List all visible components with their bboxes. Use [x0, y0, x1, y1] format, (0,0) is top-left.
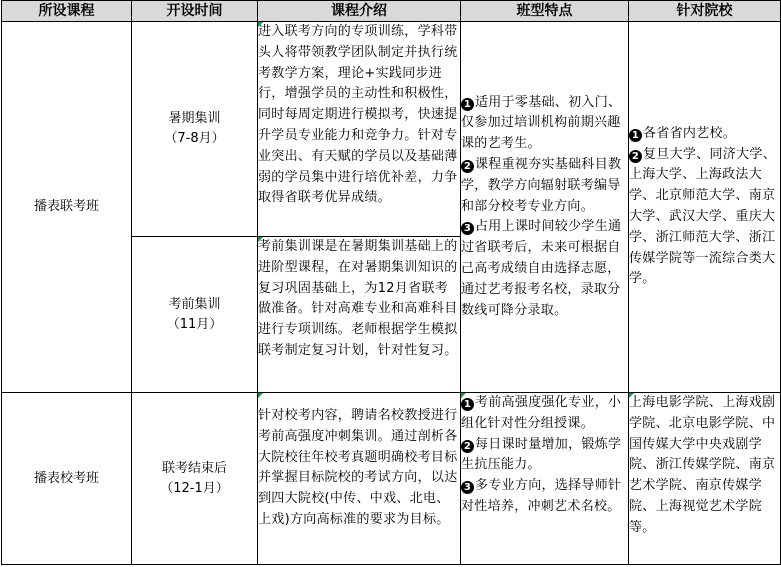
session-period: （12-1月）: [160, 480, 229, 496]
number-badge-icon: 2: [629, 150, 642, 163]
course-intro: 针对校考内容，聘请名校教授进行考前高强度冲刺集训。通过剖析各大院校往年校考真题明确校考目标并掌握目标院校的考试方向，以达到四大院校(中传、中戏、北电、上戏)方向高标准的要求为目标。: [258, 393, 461, 565]
header-target: 针对院校: [629, 1, 781, 22]
number-badge-icon: 2: [461, 160, 474, 173]
number-badge-icon: 1: [461, 98, 474, 111]
class-features: [461, 393, 629, 565]
list-item: 1 考前高强度强化专业，小组化针对性分组授课。: [461, 395, 622, 431]
session-name: 暑期集训: [168, 111, 221, 126]
header-features: 班型特点: [461, 1, 629, 22]
class-features: [461, 22, 629, 393]
header-row: [2, 1, 781, 22]
table-row: [2, 393, 781, 565]
list-item: 2 复旦大学、同济大学、上海大学、上海政法大学、北京师范大学、南京大学、武汉大学、重庆大学、浙江师范大学、浙江传媒学院等一流综合类大学。: [629, 146, 777, 287]
number-badge-icon: 1: [461, 398, 474, 411]
list-item: 1 各省省内艺校。: [629, 124, 780, 145]
session-period: （7-8月）: [164, 131, 225, 146]
header-course: 所设课程: [2, 1, 132, 22]
number-badge-icon: 3: [461, 222, 474, 235]
number-badge-icon: 3: [461, 481, 474, 494]
session-time: [132, 237, 258, 393]
comment-marker-icon: [258, 22, 263, 27]
course-name: 播表校考班: [2, 393, 132, 565]
table-row: [2, 22, 781, 237]
session-time: [132, 22, 258, 237]
comment-marker-icon: [258, 393, 263, 398]
number-badge-icon: 1: [629, 129, 642, 142]
comment-marker-icon: [461, 393, 466, 398]
course-intro: 考前集训课是在暑期集训基础上的进阶型课程，在对暑期集训知识的复习巩固基础上，为12月省联考做准备。针对高难专业和高难科目进行专项训练。老师根据学生模拟联考制定复习计划，针对性复习。: [258, 237, 461, 393]
comment-marker-icon: [258, 237, 263, 242]
course-name: 播表联考班: [2, 22, 132, 393]
session-period: （11月）: [166, 316, 223, 332]
target-schools: 上海电影学院、上海戏剧学院、北京电影学院、中国传媒大学中央戏剧学院、浙江传媒学院、南京艺术学院、南京传媒学院、上海视觉艺术学院等。: [629, 393, 781, 565]
session-name: 考前集训: [168, 296, 221, 312]
list-item: 3 占用上课时间较少学生通过省联考后，未来可根据自己高考成绩自由选择志愿，通过艺考报考名校，录取分数线可降分录取。: [461, 219, 622, 318]
number-badge-icon: 2: [461, 440, 474, 453]
header-intro: 课程介绍: [258, 1, 461, 22]
list-item: 2 课程重视夯实基础科目教学，教学方向辐射联考编导和部分校考专业方向。: [461, 157, 622, 214]
session-time: [132, 393, 258, 565]
session-name: 联考结束后: [161, 460, 227, 476]
list-item: 1 适用于零基础、初入门、仅参加过培训机构前期兴趣课的艺考生。: [461, 94, 622, 152]
comment-marker-icon: [629, 393, 634, 398]
header-time: 开设时间: [132, 1, 258, 22]
course-table: [1, 0, 781, 565]
list-item: 2 每日课时量增加，锻炼学生抗压能力。: [461, 436, 622, 473]
target-schools: [629, 22, 781, 393]
list-item: 3 多专业方向，选择导师针对性培养，冲刺艺术名校。: [461, 478, 622, 514]
course-intro: 进入联考方向的专项训练，学科带头人将带领教学团队制定并执行统考教学方案，理论+实践同步进行，增强学员的主动性和积极性，同时每周定期进行模拟考，快速提升学员专业能力和竞争力。针对专业突出、有天赋的学员以及基础薄弱的学员集中进行培优补差，力争取得省联考优异成绩。: [258, 22, 461, 237]
